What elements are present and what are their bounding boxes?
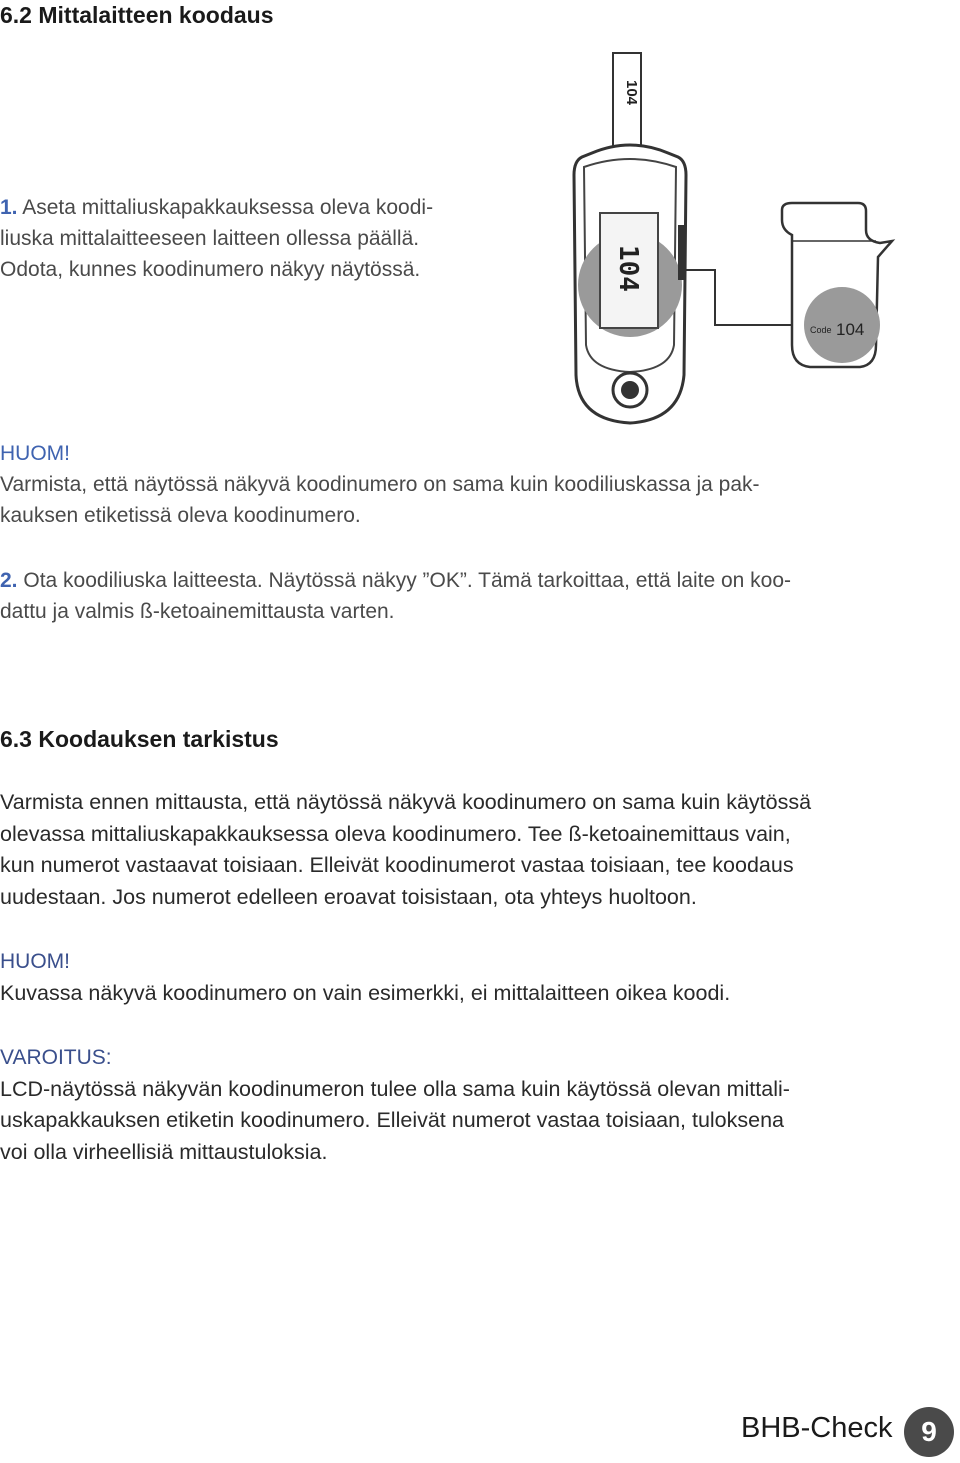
step-1-line-3: Odota, kunnes koodinumero näkyy näytössä.	[0, 258, 421, 281]
step-2-number: 2.	[0, 569, 18, 592]
warning-line-1: LCD-näytössä näkyvän koodinumeron tulee olla sama kuin käytössä olevan mittali-	[0, 1076, 790, 1101]
warning-line-3: voi olla virheellisiä mittaustuloksia.	[0, 1139, 328, 1164]
warning-line-2: uskapakkauksen etiketin koodinumero. Elleivät numerot vastaa toisiaan, tuloksena	[0, 1108, 785, 1132]
step-1-line-2: liuska mittalaitteeseen laitteen ollessa päällä.	[0, 227, 420, 250]
page-number: 9	[904, 1407, 954, 1457]
body-line-1: Varmista ennen mittausta, että näytössä näkyvä koodinumero on sama kuin käytössä	[0, 790, 812, 814]
step-2-line-2: dattu ja valmis ß-ketoainemittausta varten.	[0, 600, 395, 623]
section-title-6-2: 6.2 Mittalaitteen koodaus	[0, 2, 274, 28]
strip-code-text: 104	[623, 80, 640, 106]
note-2-label: HUOM!	[0, 950, 70, 973]
footer-brand: BHB-Check	[741, 1412, 893, 1444]
step-1-line-1: Aseta mittaliuskapakkauksessa oleva koodi-	[22, 196, 434, 219]
side-button	[678, 225, 684, 280]
body-line-4: uudestaan. Jos numerot edelleen eroavat toisistaan, ota yhteys huoltoon.	[0, 884, 697, 909]
step-2	[0, 565, 940, 627]
meter-illustration	[560, 45, 900, 435]
section-title-6-3: 6.3 Koodauksen tarkistus	[0, 726, 279, 752]
main-button-center	[621, 381, 639, 399]
section-6-3-body	[0, 787, 950, 913]
connector-line	[686, 270, 805, 325]
lcd-code-text: 104	[613, 245, 643, 292]
body-line-2: olevassa mittaliuskapakkauksessa oleva koodinumero. Tee ß-ketoainemittaus vain,	[0, 821, 791, 846]
meter-diagram	[560, 45, 900, 435]
vial-label-code: 104	[836, 320, 865, 339]
note-1-label: HUOM!	[0, 442, 70, 465]
note-1-line-1: Varmista, että näytössä näkyvä koodinumero on sama kuin koodiliuskassa ja pak-	[0, 473, 760, 496]
warning-label: VAROITUS:	[0, 1046, 112, 1069]
vial-label-prefix: Code	[810, 325, 832, 335]
warning	[0, 1042, 950, 1168]
step-1-number: 1.	[0, 196, 18, 219]
note-1-line-2: kauksen etiketissä oleva koodinumero.	[0, 504, 361, 527]
note-2	[0, 946, 950, 1009]
note-1	[0, 438, 940, 531]
step-2-line-1: Ota koodiliuska laitteesta. Näytössä näkyy ”OK”. Tämä tarkoittaa, että laite on koo-	[23, 569, 791, 592]
step-1	[0, 192, 540, 285]
body-line-3: kun numerot vastaavat toisiaan. Elleivät koodinumerot vastaa toisiaan, tee koodaus	[0, 853, 794, 877]
note-2-text: Kuvassa näkyvä koodinumero on vain esimerkki, ei mittalaitteen oikea koodi.	[0, 980, 731, 1005]
